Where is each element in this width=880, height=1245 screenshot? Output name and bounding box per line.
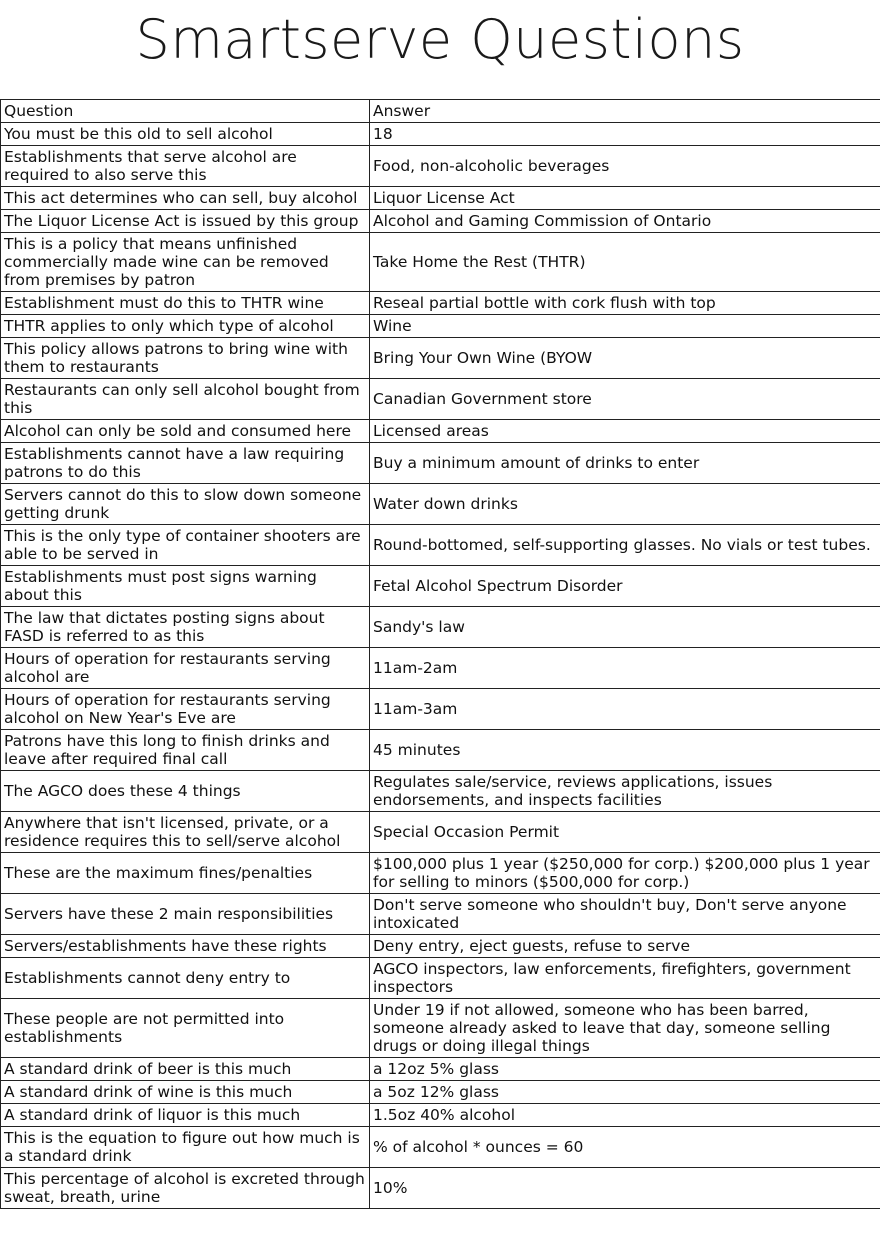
qa-table (0, 99, 880, 1209)
question-cell: These are the maximum fines/penalties (1, 853, 370, 894)
answer-cell: Food, non-alcoholic beverages (370, 146, 880, 187)
answer-cell: $100,000 plus 1 year ($250,000 for corp.) $200,000 plus 1 year for selling to minors ($500,000 for corp.) (370, 853, 880, 894)
table-row (1, 210, 880, 233)
table-row (1, 484, 880, 525)
answer-cell: Canadian Government store (370, 379, 880, 420)
question-cell: Servers have these 2 main responsibilities (1, 894, 370, 935)
qa-table-body (1, 100, 880, 1209)
question-cell: Establishments cannot deny entry to (1, 958, 370, 999)
question-cell: Alcohol can only be sold and consumed here (1, 420, 370, 443)
table-row (1, 525, 880, 566)
answer-cell: 11am-3am (370, 689, 880, 730)
table-row (1, 187, 880, 210)
question-cell: Hours of operation for restaurants serving alcohol are (1, 648, 370, 689)
table-row (1, 1127, 880, 1168)
answer-cell: Don't serve someone who shouldn't buy, Don't serve anyone intoxicated (370, 894, 880, 935)
question-cell: This act determines who can sell, buy alcohol (1, 187, 370, 210)
page-title: Smartserve Questions (135, 8, 745, 71)
question-cell: Hours of operation for restaurants serving alcohol on New Year's Eve are (1, 689, 370, 730)
answer-cell: Regulates sale/service, reviews applications, issues endorsements, and inspects facilities (370, 771, 880, 812)
answer-cell: a 5oz 12% glass (370, 1081, 880, 1104)
table-row (1, 1058, 880, 1081)
table-row (1, 894, 880, 935)
table-row (1, 1081, 880, 1104)
table-row (1, 146, 880, 187)
question-cell: Establishments that serve alcohol are required to also serve this (1, 146, 370, 187)
header-question: Question (1, 100, 370, 123)
table-row (1, 566, 880, 607)
answer-cell: Special Occasion Permit (370, 812, 880, 853)
table-row (1, 315, 880, 338)
answer-cell: Wine (370, 315, 880, 338)
question-cell: This percentage of alcohol is excreted through sweat, breath, urine (1, 1168, 370, 1209)
question-cell: These people are not permitted into establishments (1, 999, 370, 1058)
answer-cell: AGCO inspectors, law enforcements, firefighters, government inspectors (370, 958, 880, 999)
header-row (1, 100, 880, 123)
answer-cell: Reseal partial bottle with cork flush with top (370, 292, 880, 315)
table-row (1, 771, 880, 812)
question-cell: Anywhere that isn't licensed, private, or a residence requires this to sell/serve alcohol (1, 812, 370, 853)
table-row (1, 1104, 880, 1127)
table-row (1, 999, 880, 1058)
table-row (1, 935, 880, 958)
answer-cell: 45 minutes (370, 730, 880, 771)
answer-cell: Under 19 if not allowed, someone who has been barred, someone already asked to leave that day, someone selling drugs or doing illegal things (370, 999, 880, 1058)
question-cell: This is the equation to figure out how much is a standard drink (1, 1127, 370, 1168)
table-row (1, 958, 880, 999)
question-cell: A standard drink of beer is this much (1, 1058, 370, 1081)
table-row (1, 853, 880, 894)
question-cell: THTR applies to only which type of alcohol (1, 315, 370, 338)
question-cell: A standard drink of wine is this much (1, 1081, 370, 1104)
answer-cell: Round-bottomed, self-supporting glasses. No vials or test tubes. (370, 525, 880, 566)
answer-cell: Deny entry, eject guests, refuse to serve (370, 935, 880, 958)
table-row (1, 123, 880, 146)
question-cell: Establishments cannot have a law requiring patrons to do this (1, 443, 370, 484)
answer-cell: Fetal Alcohol Spectrum Disorder (370, 566, 880, 607)
question-cell: The Liquor License Act is issued by this group (1, 210, 370, 233)
answer-cell: % of alcohol * ounces = 60 (370, 1127, 880, 1168)
answer-cell: 18 (370, 123, 880, 146)
answer-cell: Buy a minimum amount of drinks to enter (370, 443, 880, 484)
question-cell: Servers cannot do this to slow down someone getting drunk (1, 484, 370, 525)
answer-cell: 10% (370, 1168, 880, 1209)
table-row (1, 420, 880, 443)
question-cell: The law that dictates posting signs about FASD is referred to as this (1, 607, 370, 648)
table-row (1, 338, 880, 379)
answer-cell: Take Home the Rest (THTR) (370, 233, 880, 292)
table-row (1, 689, 880, 730)
table-row (1, 1168, 880, 1209)
table-row (1, 443, 880, 484)
answer-cell: a 12oz 5% glass (370, 1058, 880, 1081)
answer-cell: Liquor License Act (370, 187, 880, 210)
answer-cell: Alcohol and Gaming Commission of Ontario (370, 210, 880, 233)
question-cell: You must be this old to sell alcohol (1, 123, 370, 146)
answer-cell: Licensed areas (370, 420, 880, 443)
question-cell: Establishment must do this to THTR wine (1, 292, 370, 315)
answer-cell: 1.5oz 40% alcohol (370, 1104, 880, 1127)
question-cell: This policy allows patrons to bring wine with them to restaurants (1, 338, 370, 379)
answer-cell: Water down drinks (370, 484, 880, 525)
question-cell: The AGCO does these 4 things (1, 771, 370, 812)
table-row (1, 292, 880, 315)
question-cell: This is the only type of container shooters are able to be served in (1, 525, 370, 566)
table-row (1, 730, 880, 771)
answer-cell: 11am-2am (370, 648, 880, 689)
table-row (1, 812, 880, 853)
table-row (1, 233, 880, 292)
header-answer: Answer (370, 100, 880, 123)
table-row (1, 648, 880, 689)
question-cell: Establishments must post signs warning about this (1, 566, 370, 607)
question-cell: Servers/establishments have these rights (1, 935, 370, 958)
question-cell: This is a policy that means unfinished commercially made wine can be removed from premises by patron (1, 233, 370, 292)
question-cell: A standard drink of liquor is this much (1, 1104, 370, 1127)
question-cell: Restaurants can only sell alcohol bought from this (1, 379, 370, 420)
question-cell: Patrons have this long to finish drinks and leave after required final call (1, 730, 370, 771)
answer-cell: Bring Your Own Wine (BYOW (370, 338, 880, 379)
answer-cell: Sandy's law (370, 607, 880, 648)
table-row (1, 607, 880, 648)
table-row (1, 379, 880, 420)
